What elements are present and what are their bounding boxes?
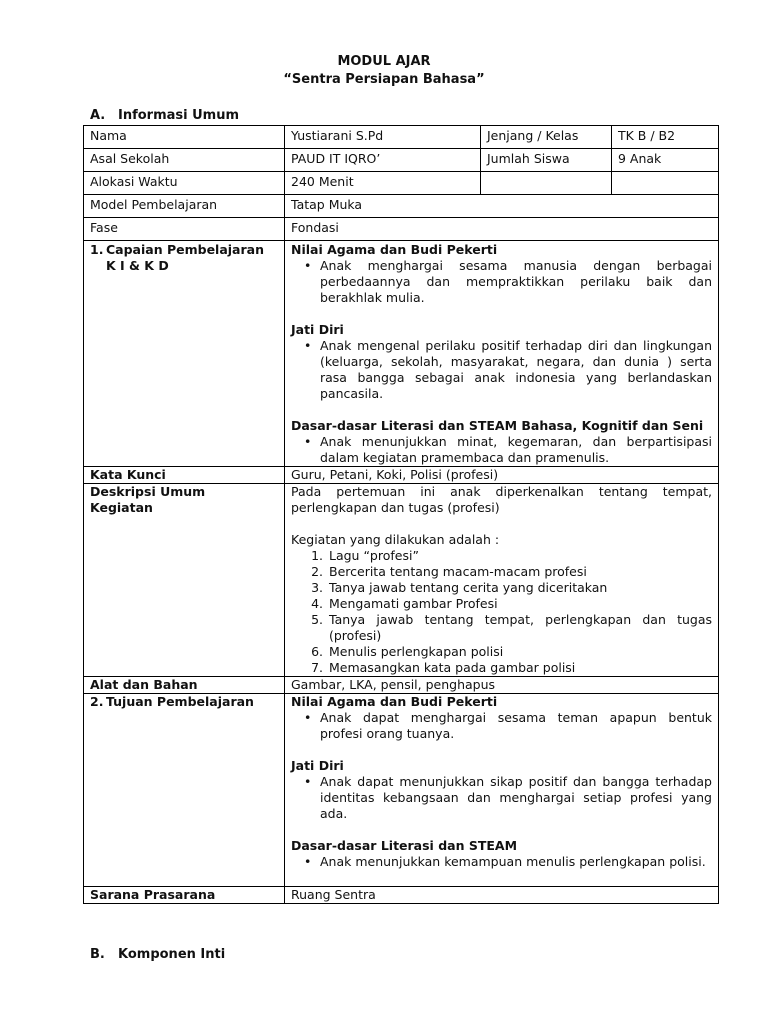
tujuan-label-text: Tujuan Pembelajaran — [106, 694, 254, 709]
capaian-label-line1: Capaian Pembelajaran — [106, 242, 264, 257]
capaian-content — [285, 241, 719, 467]
activity-list — [291, 548, 712, 676]
capaian-bullet-nab: • Anak menghargai sesama manusia dengan berbagai perbedaannya dan mempraktikkan perilaku baik dan berakhlak mulia. — [320, 258, 712, 306]
tujuan-content — [285, 694, 719, 887]
capaian-heading-nab: Nilai Agama dan Budi Pekerti — [291, 242, 498, 257]
row-capaian — [84, 241, 719, 467]
nama-value: Yustiarani S.Pd — [285, 126, 481, 149]
section-a-heading — [90, 108, 239, 123]
capaian-bullet-jati-diri: • Anak mengenal perilaku positif terhadap diri dan lingkungan (keluarga, sekolah, masyarakat, negara, dan dunia ) serta rasa bangga sebagai anak indonesia yang berlandaskan pancasila. — [320, 338, 712, 402]
capaian-label-line2: K I & K D — [106, 258, 169, 273]
row-model — [84, 195, 719, 218]
deskripsi-lead: Kegiatan yang dilakukan adalah : — [291, 532, 500, 547]
capaian-num: 1. — [90, 242, 104, 257]
list-item: 7. Memasangkan kata pada gambar polisi — [311, 660, 576, 675]
row-kata-kunci — [84, 467, 719, 484]
capaian-label — [84, 241, 285, 467]
jenjang-label: Jenjang / Kelas — [481, 126, 612, 149]
empty-cell — [481, 172, 612, 195]
tujuan-bullet-literasi: • Anak menunjukkan kemampuan menulis perlengkapan polisi. — [320, 854, 712, 870]
deskripsi-label — [84, 484, 285, 677]
deskripsi-intro: Pada pertemuan ini anak diperkenalkan tentang tempat, perlengkapan dan tugas (profesi) — [291, 484, 712, 515]
row-sarana — [84, 887, 719, 904]
kata-kunci-label: Kata Kunci — [84, 467, 285, 484]
row-alokasi-waktu — [84, 172, 719, 195]
section-a-title: Informasi Umum — [118, 108, 240, 123]
document-title: MODUL AJAR — [337, 54, 431, 69]
fase-label: Fase — [84, 218, 285, 241]
row-tujuan — [84, 694, 719, 887]
capaian-bullet-literasi: • Anak menunjukkan minat, kegemaran, dan berpartisipasi dalam kegiatan pramembaca dan pramenulis. — [320, 434, 712, 466]
nama-label: Nama — [84, 126, 285, 149]
deskripsi-label-line2: Kegiatan — [90, 500, 153, 515]
jumlah-label: Jumlah Siswa — [481, 149, 612, 172]
list-item: 3. Tanya jawab tentang cerita yang diceritakan — [311, 580, 608, 595]
module-table — [83, 125, 719, 904]
tujuan-heading-literasi: Dasar-dasar Literasi dan STEAM — [291, 838, 518, 853]
tujuan-label — [84, 694, 285, 887]
alokasi-value: 240 Menit — [285, 172, 481, 195]
asal-value: PAUD IT IQRO’ — [285, 149, 481, 172]
tujuan-bullet-jati-diri: • Anak dapat menunjukkan sikap positif dan bangga terhadap identitas kebangsaan dan menghargai setiap profesi yang ada. — [320, 774, 712, 822]
kata-kunci-value: Guru, Petani, Koki, Polisi (profesi) — [285, 467, 719, 484]
list-item: 5. Tanya jawab tentang tempat, perlengkapan dan tugas (profesi) — [311, 612, 712, 643]
fase-value: Fondasi — [285, 218, 719, 241]
row-asal-sekolah — [84, 149, 719, 172]
tujuan-bullet-nab: • Anak dapat menghargai sesama teman apapun bentuk profesi orang tuanya. — [320, 710, 712, 742]
alat-label: Alat dan Bahan — [84, 677, 285, 694]
capaian-heading-jati-diri: Jati Diri — [291, 322, 344, 337]
sarana-value: Ruang Sentra — [285, 887, 719, 904]
list-item: 6. Menulis perlengkapan polisi — [311, 644, 504, 659]
document-subtitle: “Sentra Persiapan Bahasa” — [283, 72, 485, 87]
row-nama — [84, 126, 719, 149]
row-alat-bahan — [84, 677, 719, 694]
list-item: 1. Lagu “profesi” — [311, 548, 419, 563]
alokasi-label: Alokasi Waktu — [84, 172, 285, 195]
list-item: 2. Bercerita tentang macam-macam profesi — [311, 564, 587, 579]
section-b-heading — [90, 947, 225, 962]
section-b-letter: B. — [90, 947, 105, 962]
tujuan-heading-jati-diri: Jati Diri — [291, 758, 344, 773]
section-a-letter: A. — [90, 108, 106, 123]
model-value: Tatap Muka — [285, 195, 719, 218]
sarana-label — [84, 887, 285, 904]
deskripsi-content — [285, 484, 719, 677]
asal-label: Asal Sekolah — [84, 149, 285, 172]
list-item: 4. Mengamati gambar Profesi — [311, 596, 498, 611]
deskripsi-label-line1: Deskripsi Umum — [90, 484, 206, 499]
sarana-label-text: Sarana Prasarana — [90, 887, 216, 902]
capaian-heading-literasi: Dasar-dasar Literasi dan STEAM Bahasa, Kognitif dan Seni — [291, 418, 704, 433]
tujuan-num: 2. — [90, 694, 104, 709]
model-label: Model Pembelajaran — [84, 195, 285, 218]
alat-value: Gambar, LKA, pensil, penghapus — [285, 677, 719, 694]
tujuan-heading-nab: Nilai Agama dan Budi Pekerti — [291, 694, 498, 709]
section-b-title: Komponen Inti — [118, 947, 226, 962]
jenjang-value: TK B / B2 — [612, 126, 719, 149]
row-deskripsi — [84, 484, 719, 677]
jumlah-value: 9 Anak — [612, 149, 719, 172]
empty-cell — [612, 172, 719, 195]
row-fase — [84, 218, 719, 241]
